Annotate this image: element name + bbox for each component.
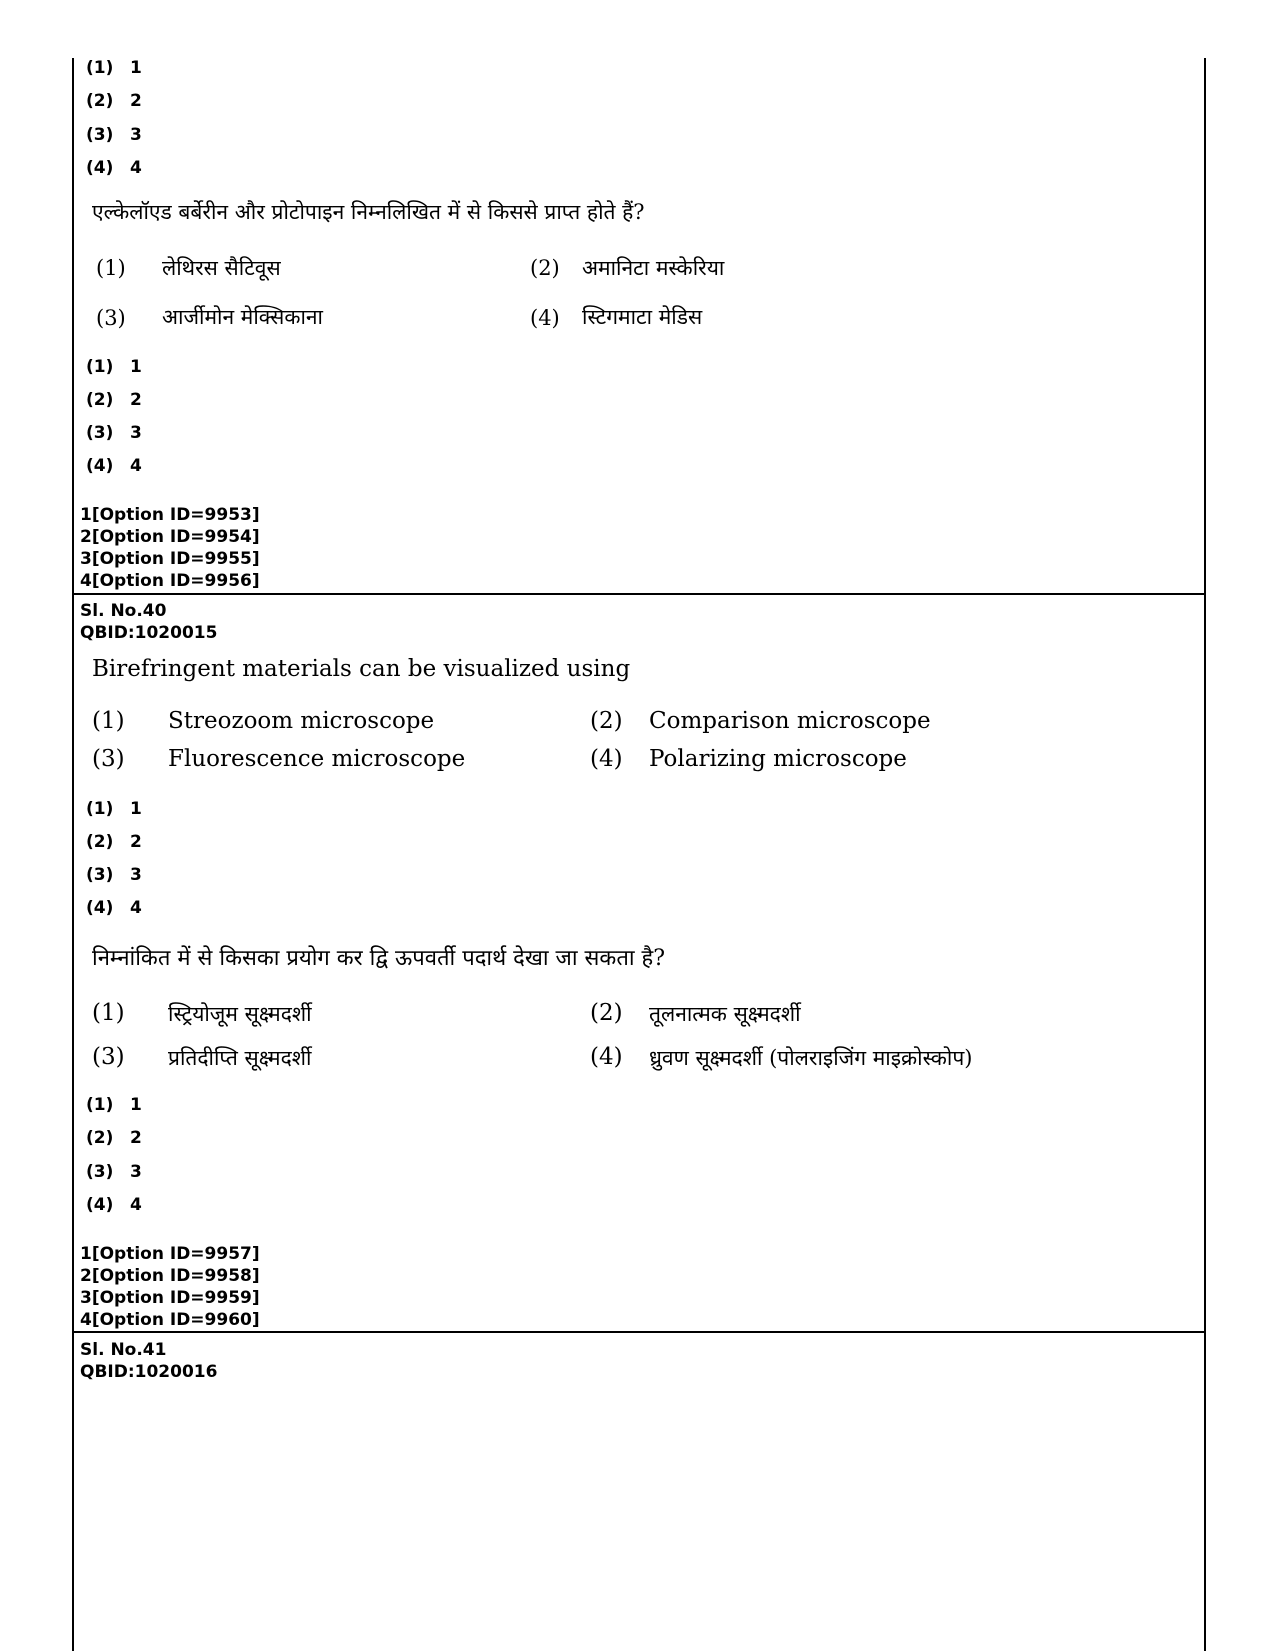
answer-row: (2) 2 bbox=[86, 1128, 142, 1148]
option-text: प्रतिदीप्ति सूक्ष्मदर्शी bbox=[168, 1046, 312, 1070]
option-id: 1[Option ID=9957] bbox=[80, 1244, 260, 1264]
option-id-list bbox=[80, 504, 260, 592]
option-number: (1) bbox=[92, 1000, 125, 1026]
option-number: (2) bbox=[530, 256, 560, 280]
option-id: 3[Option ID=9959] bbox=[80, 1288, 260, 1308]
option-text: स्ट्रियोजूम सूक्ष्मदर्शी bbox=[168, 1002, 312, 1026]
option-number: (2) bbox=[590, 708, 623, 734]
answer-row: (2) 2 bbox=[86, 390, 142, 410]
answer-row: (4) 4 bbox=[86, 456, 142, 476]
answer-row: (4) 4 bbox=[86, 158, 142, 178]
option-number: (1) bbox=[92, 708, 125, 734]
option-text: Fluorescence microscope bbox=[168, 746, 466, 772]
answer-row: (2) 2 bbox=[86, 91, 142, 111]
answer-row: (1) 1 bbox=[86, 357, 142, 377]
question-bank-id: QBID:1020016 bbox=[80, 1362, 218, 1382]
option-number: (2) bbox=[590, 1000, 623, 1026]
english-question-text: Birefringent materials can be visualized using bbox=[92, 656, 631, 682]
option-number: (3) bbox=[92, 1044, 125, 1070]
option-text: Streozoom microscope bbox=[168, 708, 435, 734]
serial-number: Sl. No.40 bbox=[80, 601, 167, 621]
option-id-list bbox=[80, 1243, 260, 1331]
serial-number: Sl. No.41 bbox=[80, 1340, 167, 1360]
question-header bbox=[80, 600, 217, 644]
option-id: 2[Option ID=9954] bbox=[80, 527, 260, 547]
option-id: 2[Option ID=9958] bbox=[80, 1266, 260, 1286]
option-id: 4[Option ID=9956] bbox=[80, 571, 260, 591]
option-number: (4) bbox=[590, 1044, 623, 1070]
question-header bbox=[80, 1339, 217, 1383]
section-divider bbox=[74, 593, 1204, 595]
section-divider bbox=[74, 1331, 1204, 1333]
question-bank-id: QBID:1020015 bbox=[80, 623, 218, 643]
answer-row: (3) 3 bbox=[86, 125, 142, 145]
option-number: (4) bbox=[530, 306, 560, 330]
option-number: (3) bbox=[96, 306, 126, 330]
option-number: (4) bbox=[590, 746, 623, 772]
hindi-question-text: एल्केलॉएड बर्बेरीन और प्रोटोपाइन निम्नलिखित में से किससे प्राप्त होते हैं? bbox=[92, 200, 645, 224]
option-id: 4[Option ID=9960] bbox=[80, 1310, 260, 1330]
answer-row: (4) 4 bbox=[86, 1195, 142, 1215]
answer-row: (3) 3 bbox=[86, 423, 142, 443]
option-text: Polarizing microscope bbox=[649, 746, 907, 772]
option-text: स्टिगमाटा मेडिस bbox=[582, 305, 703, 329]
answer-row: (2) 2 bbox=[86, 832, 142, 852]
option-number: (3) bbox=[92, 746, 125, 772]
answer-row: (1) 1 bbox=[86, 1095, 142, 1115]
option-text: ध्रुवण सूक्ष्मदर्शी (पोलराइजिंग माइक्रोस्कोप) bbox=[649, 1046, 973, 1070]
question-paper-frame bbox=[72, 58, 1206, 1651]
answer-row: (1) 1 bbox=[86, 799, 142, 819]
answer-row: (3) 3 bbox=[86, 865, 142, 885]
option-id: 1[Option ID=9953] bbox=[80, 505, 260, 525]
hindi-question-text: निम्नांकित में से किसका प्रयोग कर द्वि ऊपवर्ती पदार्थ देखा जा सकता है? bbox=[92, 946, 666, 971]
answer-row: (3) 3 bbox=[86, 1162, 142, 1182]
answer-row: (1) 1 bbox=[86, 58, 142, 78]
option-number: (1) bbox=[96, 256, 126, 280]
option-id: 3[Option ID=9955] bbox=[80, 549, 260, 569]
option-text: लेथिरस सैटिवूस bbox=[162, 256, 281, 280]
option-text: तूलनात्मक सूक्ष्मदर्शी bbox=[649, 1002, 801, 1026]
option-text: आर्जीमोन मेक्सिकाना bbox=[162, 305, 323, 329]
answer-row: (4) 4 bbox=[86, 898, 142, 918]
option-text: Comparison microscope bbox=[649, 708, 931, 734]
option-text: अमानिटा मस्केरिया bbox=[582, 256, 725, 280]
